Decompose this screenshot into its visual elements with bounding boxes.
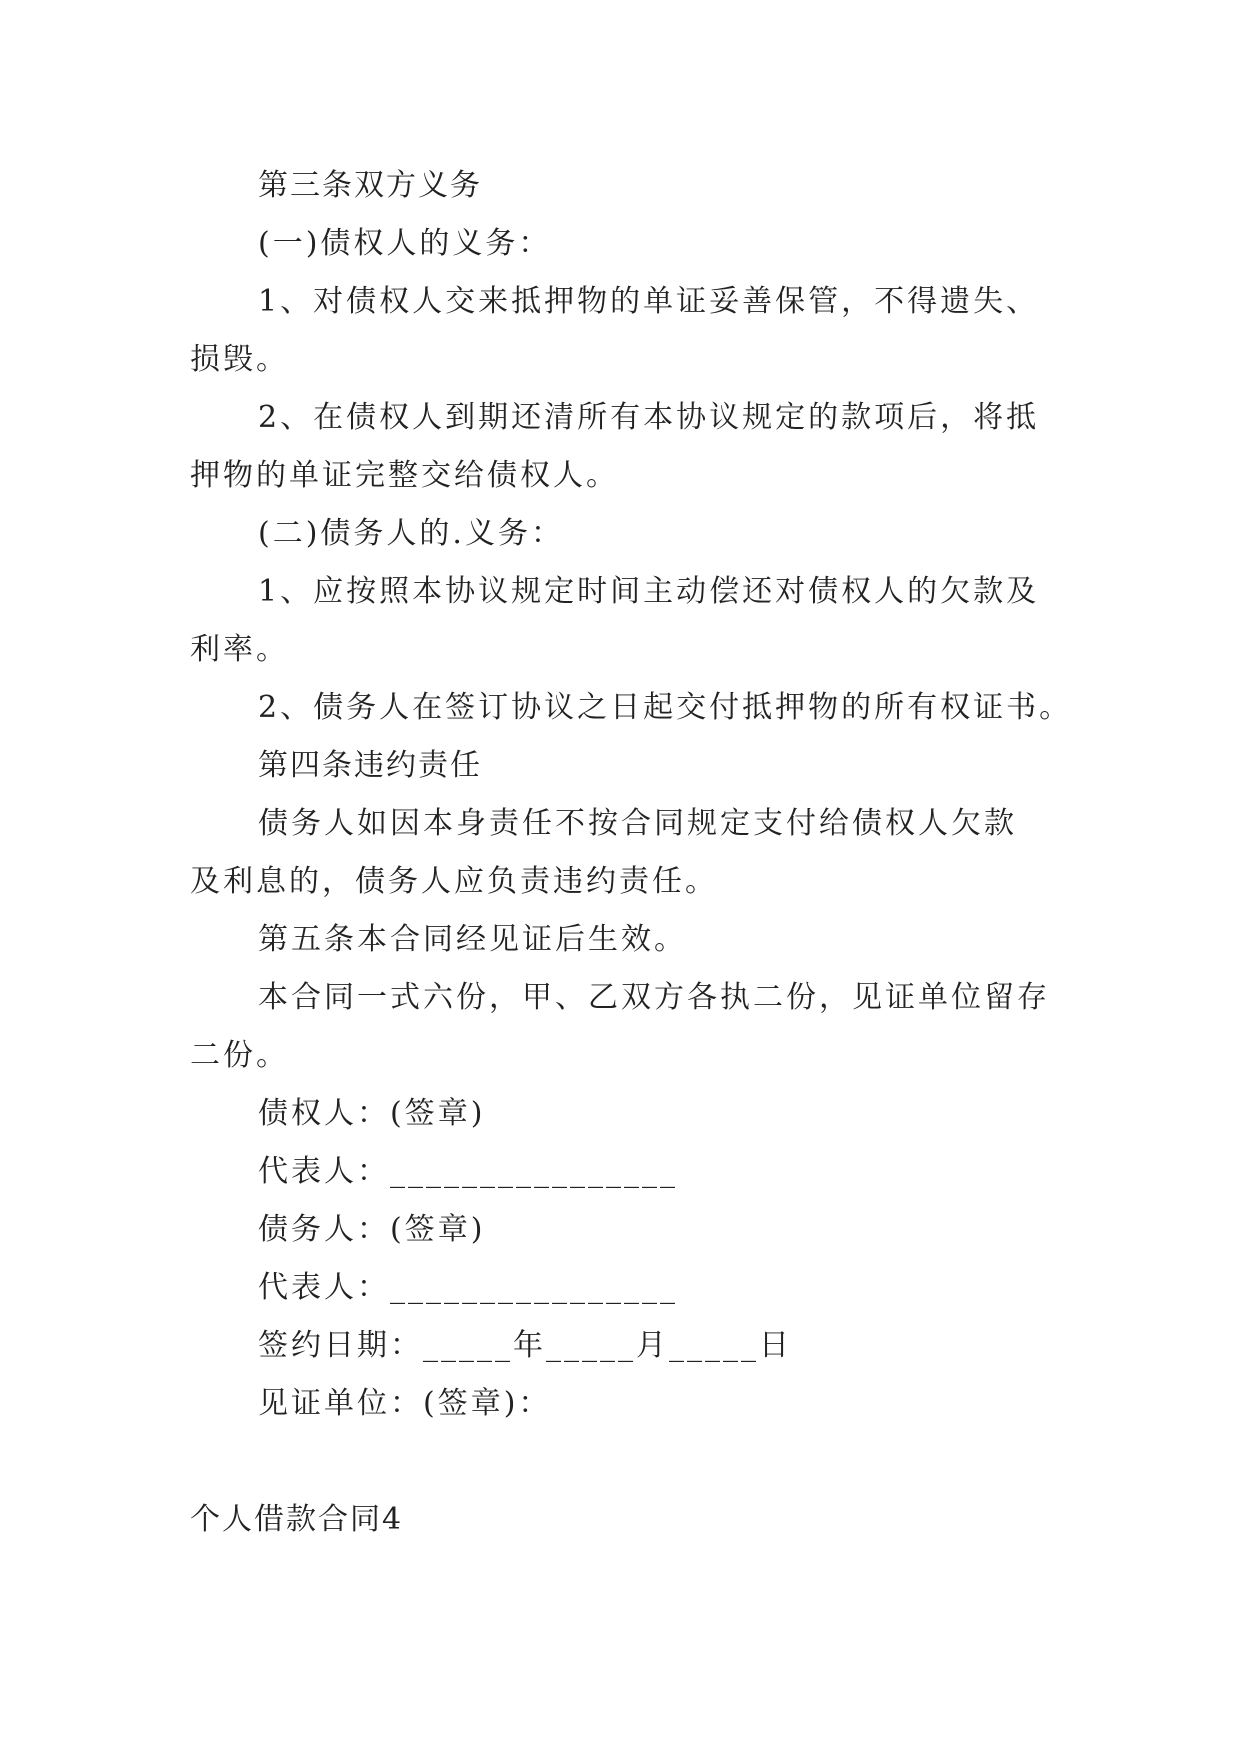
debtor-duty-2: 2、债务人在签订协议之日起交付抵押物的所有权证书。 bbox=[258, 690, 1073, 725]
debtor-duties-title: (二)债务人的.义务： bbox=[258, 516, 564, 551]
copies-text-line-1: 本合同一式六份，甲、乙双方各执二份，见证单位留存 bbox=[258, 980, 1050, 1015]
article5-text: 第五条本合同经见证后生效。 bbox=[258, 922, 687, 957]
next-contract-title: 个人借款合同4 bbox=[190, 1502, 404, 1537]
article4-text-line-1: 债务人如因本身责任不按合同规定支付给债权人欠款 bbox=[258, 806, 1017, 841]
debtor-signature: 债务人：(签章) bbox=[258, 1212, 486, 1247]
debtor-duty-1-line-2: 利率。 bbox=[190, 632, 289, 667]
article4-text-line-2: 及利息的，债务人应负责违约责任。 bbox=[190, 864, 718, 899]
creditor-duty-1-line-2: 损毁。 bbox=[190, 342, 289, 377]
article3-title: 第三条双方义务 bbox=[258, 168, 482, 203]
debtor-representative: 代表人：________________ bbox=[258, 1270, 678, 1305]
debtor-duty-1-line-1: 1、应按照本协议规定时间主动偿还对债权人的欠款及 bbox=[258, 574, 1040, 609]
copies-text-line-2: 二份。 bbox=[190, 1038, 289, 1073]
creditor-duties-title: (一)债权人的义务： bbox=[258, 226, 552, 261]
witness-signature: 见证单位：(签章)： bbox=[258, 1386, 552, 1421]
creditor-representative: 代表人：________________ bbox=[258, 1154, 678, 1189]
creditor-duty-2-line-2: 押物的单证完整交给债权人。 bbox=[190, 458, 619, 493]
creditor-duty-1-line-1: 1、对债权人交来抵押物的单证妥善保管，不得遗失、 bbox=[258, 284, 1040, 319]
article4-title: 第四条违约责任 bbox=[258, 748, 482, 783]
creditor-duty-2-line-1: 2、在债权人到期还清所有本协议规定的款项后，将抵 bbox=[258, 400, 1040, 435]
creditor-signature: 债权人：(签章) bbox=[258, 1096, 486, 1131]
signing-date: 签约日期：_____年_____月_____日 bbox=[258, 1328, 792, 1363]
